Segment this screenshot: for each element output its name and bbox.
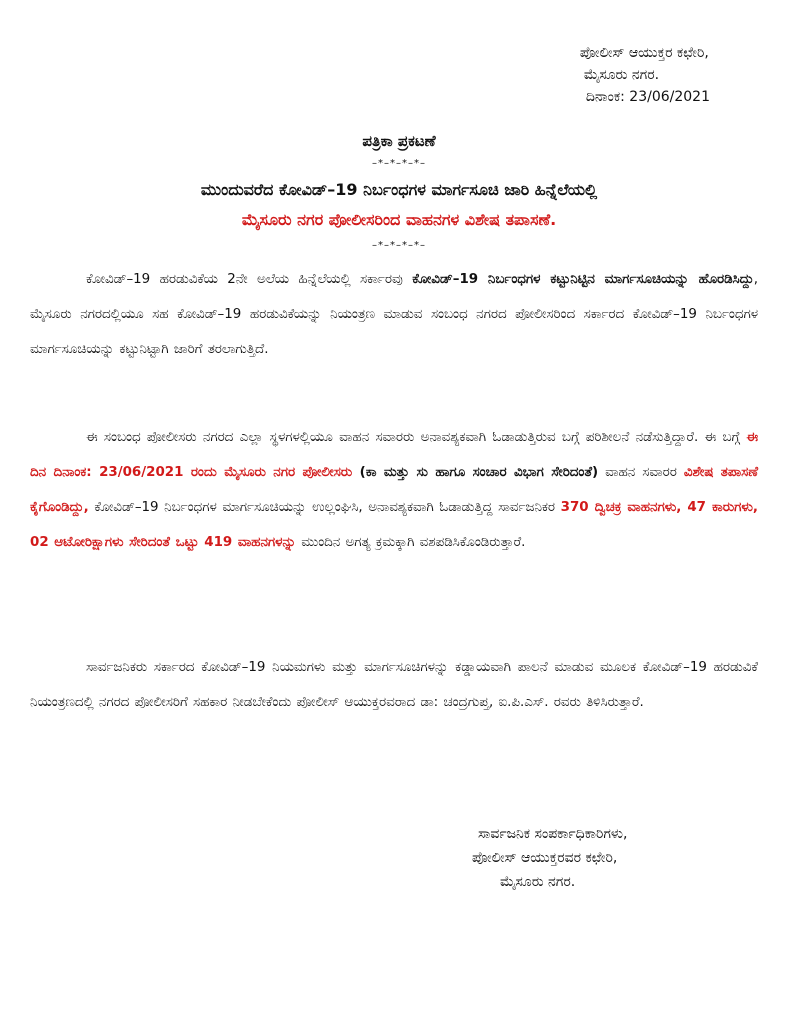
para1-text-b: , ಮೈಸೂರು ನಗರದಲ್ಲಿಯೂ ಸಹ ಕೋವಿಡ್–19 ಹರಡುವಿಕೆಯನ್ನು ನಿಯಂತ್ರಣ ಮಾಡುವ ಸಂಬಂಧ ನಗರದ ಪೋಲೀಸರಿಂದ ಸರ್ಕಾರದ ಕೋವಿಡ್–19 ನಿರ್ಬಂಧಗಳ ಮಾರ್ಗಸೂಚಿಯನ್ನು ಕಟ್ಟುನಿಟ್ಟಾಗಿ ಜಾರಿಗೆ ತರಲಾಗುತ್ತಿದೆ. [30, 272, 759, 357]
para2-text-b: ವಾಹನ ಸವಾರರ [598, 465, 684, 480]
document-title: ಪತ್ರಿಕಾ ಪ್ರಕಟಣೆ [362, 132, 436, 150]
release-date: ದಿನಾಂಕ: 23/06/2021 [585, 89, 710, 105]
highlight-heading: ಮೈಸೂರು ನಗರ ಪೋಲೀಸರಿಂದ ವಾಹನಗಳ ವಿಶೇಷ ತಪಾಸಣೆ. [241, 210, 557, 229]
office-name: ಪೋಲೀಸ್ ಆಯುಕ್ತರ ಕಛೇರಿ, [579, 45, 709, 61]
office-city: ಮೈಸೂರು ನಗರ. [583, 67, 660, 83]
para2-text-c: ಕೋವಿಡ್–19 ನಿರ್ಬಂಧಗಳ ಮಾರ್ಗಸೂಚಿಯನ್ನು ಉಲ್ಲಂಘಿಸಿ, ಅನಾವಶ್ಯಕವಾಗಿ ಓಡಾಡುತ್ತಿದ್ದ ಸಾರ್ವಜನಿಕರ [88, 500, 561, 515]
para2-red-date: ಈ ದಿನ ದಿನಾಂಕ: 23/06/2021 ರಂದು ಮೈಸೂರು ನಗರ ಪೋಲೀಸರು [30, 430, 758, 480]
para2-red-vehicle-counts: 370 ದ್ವಿಚಕ್ರ ವಾಹನಗಳು, 47 ಕಾರುಗಳು, 02 ಆಟೋರಿಕ್ಷಾಗಳು ಸೇರಿದಂತೆ ಒಟ್ಟು 419 ವಾಹನಗಳನ್ನು [30, 500, 758, 550]
office-header [580, 42, 710, 108]
para2-bold-divisions: (ಕಾ ಮತ್ತು ಸು ಹಾಗೂ ಸಂಚಾರ ವಿಭಾಗ ಸೇರಿದಂತೆ) [352, 465, 599, 480]
paragraph-2 [30, 420, 758, 560]
paragraph-1 [30, 262, 758, 367]
para2-red-inspection: ವಿಶೇಷ ತಪಾಸಣೆ ಕೈಗೊಂಡಿದ್ದು, [30, 465, 759, 515]
paragraph-3: ಸಾರ್ವಜನಿಕರು ಸರ್ಕಾರದ ಕೋವಿಡ್–19 ನಿಯಮಗಳು ಮತ್ತು ಮಾರ್ಗಸೂಚಿಗಳನ್ನು ಕಡ್ಡಾಯವಾಗಿ ಪಾಲನೆ ಮಾಡುವ ಮೂಲಕ ಕೋವಿಡ್–19 ಹರಡುವಿಕೆ ನಿಯಂತ್ರಣದಲ್ಲಿ ನಗರದ ಪೋಲೀಸರಿಗೆ ಸಹಕಾರ ನೀಡಬೇಕೆಂದು ಪೋಲೀಸ್ ಆಯುಕ್ತರವರಾದ ಡಾ: ಚಂದ್ರಗುಪ್ತ, ಐ.ಪಿ.ಎಸ್. ರವರು ತಿಳಿಸಿರುತ್ತಾರೆ. [30, 660, 758, 710]
heading-separator: –*–*–*–*– [372, 240, 426, 251]
signature-role: ಸಾರ್ವಜನಿಕ ಸಂಪರ್ಕಾಧಿಕಾರಿಗಳು, [478, 826, 628, 842]
para2-text-d: ಮುಂದಿನ ಅಗತ್ಯ ಕ್ರಮಕ್ಕಾಗಿ ವಶಪಡಿಸಿಕೊಂಡಿರುತ್ತಾರೆ. [295, 535, 526, 550]
para1-bold: ಕೋವಿಡ್–19 ನಿರ್ಬಂಧಗಳ ಕಟ್ಟುನಿಟ್ಟಿನ ಮಾರ್ಗಸೂಚಿಯನ್ನು ಹೊರಡಿಸಿದ್ದು [412, 272, 754, 287]
document-subtitle: ಮುಂದುವರೆದ ಕೋವಿಡ್–19 ನಿರ್ಬಂಧಗಳ ಮಾರ್ಗಸೂಚಿ ಜಾರಿ ಹಿನ್ನೆಲೆಯಲ್ಲಿ [200, 180, 598, 199]
signature-block [472, 822, 628, 894]
para2-text-a: ಈ ಸಂಬಂಧ ಪೋಲೀಸರು ನಗರದ ಎಲ್ಲಾ ಸ್ಥಳಗಳಲ್ಲಿಯೂ ವಾಹನ ಸವಾರರು ಅನಾವಶ್ಯಕವಾಗಿ ಓಡಾಡುತ್ತಿರುವ ಬಗ್ಗೆ ಪರಿಶೀಲನೆ ನಡೆಸುತ್ತಿದ್ದಾರೆ. ಈ ಬಗ್ಗೆ [86, 430, 747, 445]
signature-office: ಪೋಲೀಸ್ ಆಯುಕ್ತರವರ ಕಛೇರಿ, [472, 850, 618, 866]
para1-text-a: ಕೋವಿಡ್–19 ಹರಡುವಿಕೆಯ 2ನೇ ಅಲೆಯ ಹಿನ್ನೆಲೆಯಲ್ಲಿ ಸರ್ಕಾರವು [86, 272, 413, 287]
title-separator: –*–*–*–*– [372, 158, 426, 169]
signature-city: ಮೈಸೂರು ನಗರ. [500, 874, 576, 890]
